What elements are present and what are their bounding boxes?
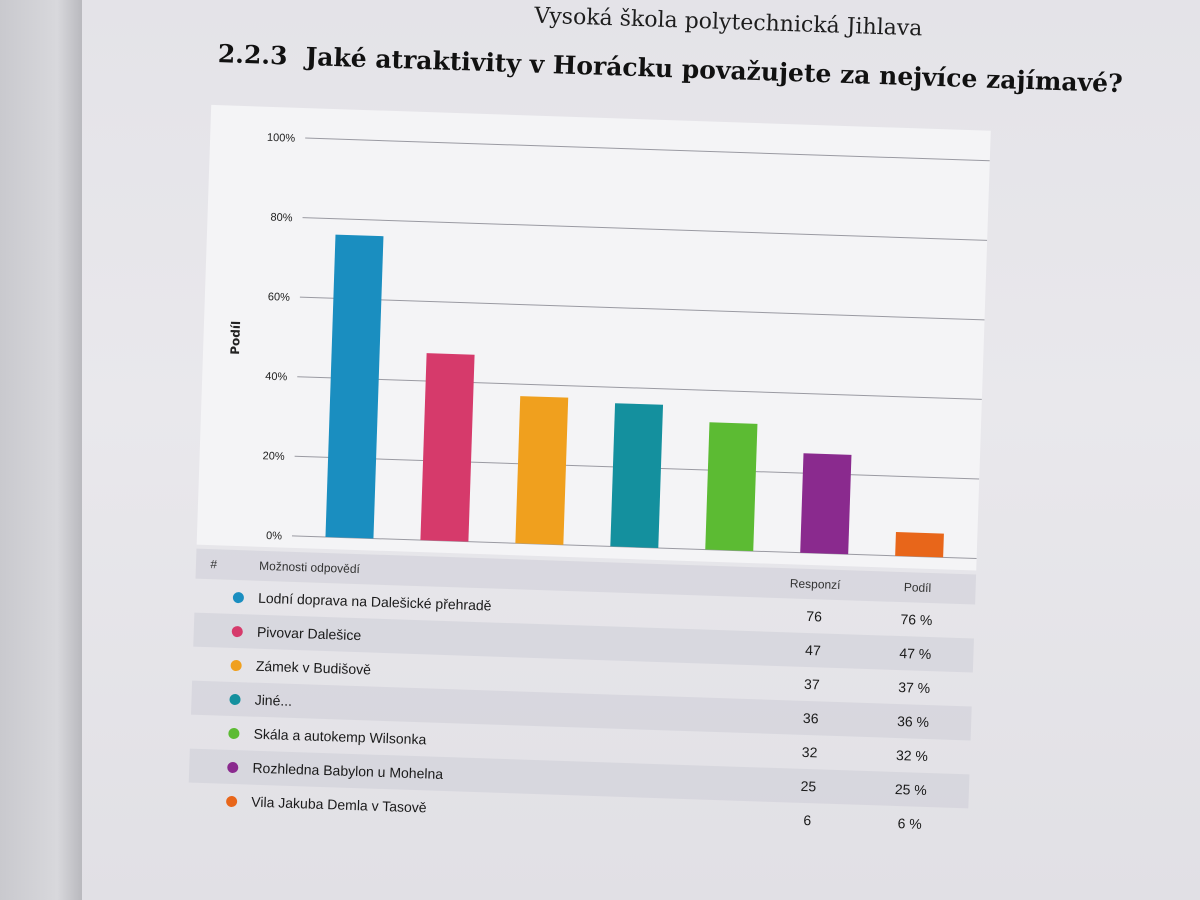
share-value: 32 % — [895, 746, 929, 765]
gridline — [305, 138, 990, 161]
share-value: 25 % — [894, 780, 928, 799]
legend-dot-icon — [233, 591, 244, 602]
response-count: 47 — [804, 641, 822, 659]
response-count: 37 — [803, 675, 820, 693]
share-value: 47 % — [899, 645, 932, 663]
gridline — [297, 377, 982, 400]
bar — [325, 235, 383, 539]
bar — [800, 453, 851, 554]
bar — [420, 353, 474, 542]
option-label: Rozhledna Babylon u Mohelna — [252, 759, 444, 782]
legend-dot-icon — [230, 659, 241, 670]
option-label: Zámek v Budišově — [255, 657, 372, 678]
y-tick-label: 40% — [265, 370, 288, 384]
legend-dot-icon — [226, 795, 237, 806]
y-tick-label: 60% — [267, 291, 291, 304]
response-count: 76 — [806, 607, 823, 625]
bar-chart — [197, 105, 991, 571]
y-tick-label: 0% — [265, 529, 283, 543]
legend-dot-icon — [228, 727, 239, 738]
legend-dot-icon — [229, 693, 240, 704]
share-header: Podíl — [903, 580, 932, 596]
gridline — [300, 297, 985, 320]
section-heading — [217, 39, 1123, 98]
share-value: 36 % — [896, 713, 930, 731]
legend-dot-icon — [227, 761, 238, 772]
option-label: Vila Jakuba Demla v Tasově — [251, 793, 427, 816]
option-label: Jiné... — [254, 691, 293, 709]
hash-header: # — [210, 557, 218, 572]
option-label: Lodní doprava na Dalešické přehradě — [257, 589, 492, 614]
chart-svg — [197, 105, 991, 571]
section-number: 2.2.3 — [217, 39, 288, 71]
share-value: 6 % — [897, 815, 923, 832]
response-count: 25 — [800, 777, 817, 795]
share-value: 37 % — [897, 679, 931, 697]
results-table — [188, 549, 976, 843]
options-header: Možnosti odpovědí — [258, 558, 361, 577]
share-value: 76 % — [900, 611, 933, 629]
section-title: Jaké atraktivity v Horácku považujete za nejvíce zajímavé? — [304, 42, 1124, 99]
option-label: Pivovar Dalešice — [256, 623, 362, 644]
response-count: 32 — [801, 743, 818, 761]
bar — [515, 396, 568, 545]
y-tick-labels — [254, 132, 296, 543]
y-tick-label: 100% — [266, 131, 296, 145]
y-tick-label: 20% — [262, 450, 285, 463]
option-label: Skála a autokemp Wilsonka — [253, 725, 427, 748]
legend-dot-icon — [231, 625, 242, 636]
response-count: 6 — [803, 811, 812, 829]
y-tick-label: 80% — [270, 211, 293, 225]
bar — [610, 403, 663, 548]
response-count: 36 — [802, 709, 819, 727]
y-axis-title: Podíl — [227, 320, 244, 356]
bars — [325, 235, 953, 558]
bar — [705, 422, 757, 551]
running-header: Vysoká škola polytechnická Jihlava — [533, 3, 923, 42]
table-body — [188, 579, 975, 843]
bar — [895, 532, 944, 557]
gridline — [303, 218, 988, 241]
responses-header: Responzí — [789, 576, 841, 593]
